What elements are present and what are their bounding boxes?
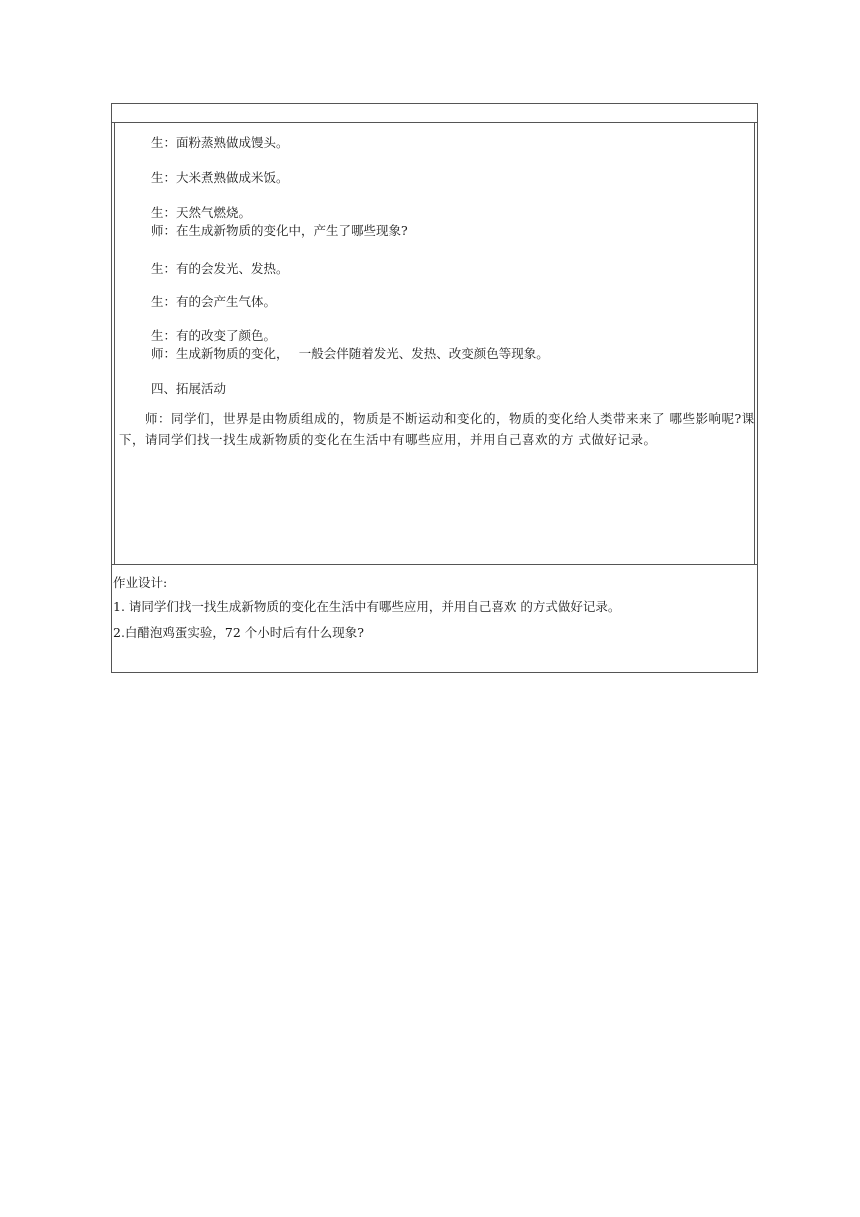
dialogue-line: 生：天然气燃烧。 [151,205,252,220]
lesson-plan-table [111,103,758,673]
lesson-content-cell [112,122,757,565]
homework-item: 1. 请同学们找一找生成新物质的变化在生活中有哪些应用，并用自己喜欢 的方式做好记录。 [113,599,621,614]
dialogue-line: 生：大米煮熟做成米饭。 [151,170,289,185]
dialogue-line: 师：在生成新物质的变化中，产生了哪些现象? [151,223,408,238]
homework-cell [112,565,757,672]
homework-item: 2.白醋泡鸡蛋实验，72 个小时后有什么现象? [113,625,365,640]
dialogue-line: 师：生成新物质的变化， 一般会伴随着发光、发热、改变颜色等现象。 [151,346,549,361]
lesson-content-inner [114,122,755,564]
dialogue-line: 生：有的改变了颜色。 [151,328,277,343]
section-heading: 四、拓展活动 [151,381,227,396]
dialogue-line: 生：面粉蒸熟做成馒头。 [151,135,289,150]
dialogue-line: 生：有的会产生气体。 [151,294,277,309]
table-header-row [112,104,757,123]
dialogue-line: 生：有的会发光、发热。 [151,261,289,276]
closing-paragraph: 师：同学们，世界是由物质组成的，物质是不断运动和变化的，物质的变化给人类带来来了 哪些影响呢?课下，请同学们找一找生成新物质的变化在生活中有哪些应用，并用自己喜欢的方 式做好记录。 [119,411,755,447]
homework-title: 作业设计: [113,575,168,590]
